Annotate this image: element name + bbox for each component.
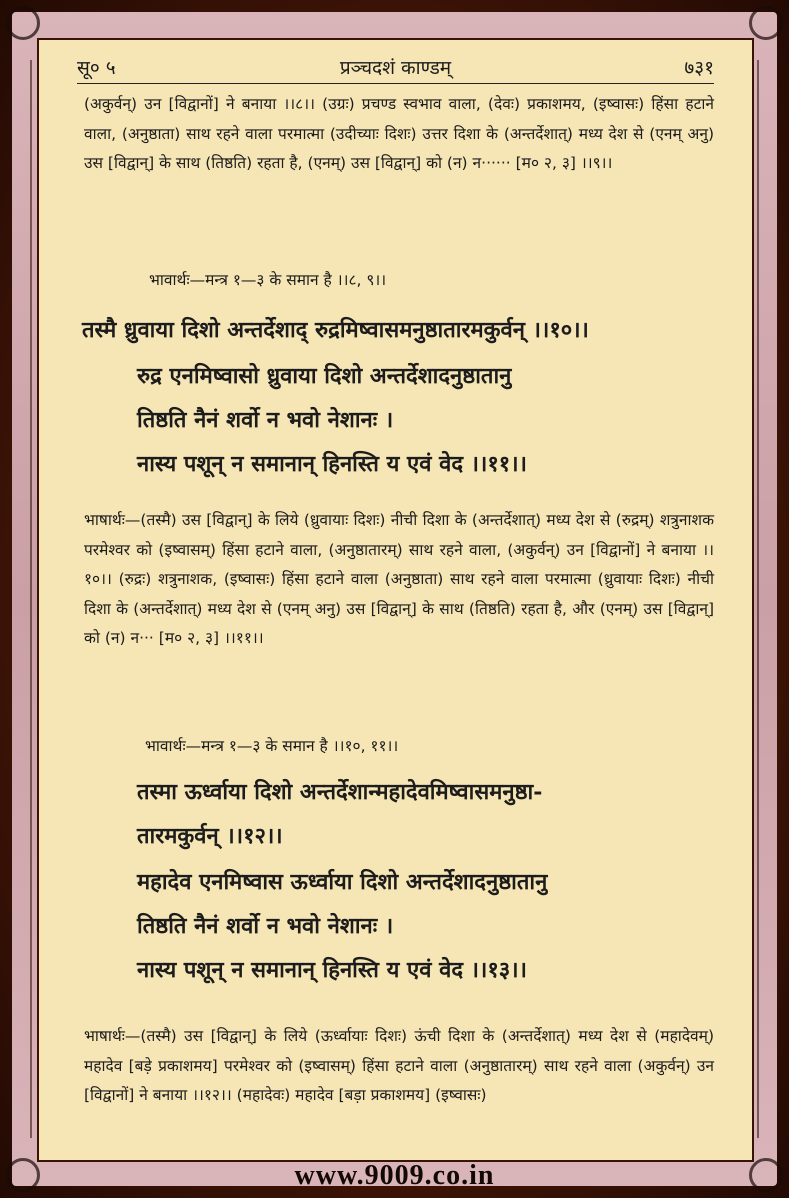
translation-block-8-9: (अकुर्वन्) उन [विद्वानों] ने बनाया ।।८।। (उग्रः) प्रचण्ड स्वभाव वाला, (देवः) प्रकाशमय, (इष्वासः) हिंसा हटाने वाला, (अनुष्ठाता) साथ रहने वाला परमात्मा (उदीच्याः दिशः) उत्तर दिशा के (अन्तर्देशात्) मध्य देश से (एनम् अनु) उस [विद्वान्] के साथ (तिष्ठति) रहता है, (एनम्) उस [विद्वान्] को (न) न······ [म० २, ३] ।।९।। — [84, 95, 719, 172]
website-footer: www.9009.co.in — [294, 1160, 495, 1191]
verse-11-line-2: तिष्ठति नैनं शर्वो न भवो नेशानः । — [137, 407, 394, 433]
header-rule — [77, 83, 714, 84]
verse-12 — [137, 770, 714, 858]
verse-11-line-1: रुद्र एनमिष्वासो ध्रुवाया दिशो अन्तर्देशादनुष्ठातानु — [137, 363, 512, 389]
verse-11-line-3: नास्य पशून् न समानान् हिनस्ति य एवं वेद ।।११।। — [137, 451, 527, 477]
translation-block-10-11: भाषार्थः—(तस्मै) उस [विद्वान्] के लिये (ध्रुवायाः दिशः) नीची दिशा के (अन्तर्देशात्) मध्य देश से (रुद्रम्) शत्रुनाशक परमेश्वर को (इष्वासम्) हिंसा हटाने वाला, (अनुष्ठातारम्) साथ रहने वाला, (अकुर्वन्) उन [विद्वानों] ने बनाया ।।१०।। (रुद्रः) शत्रुनाशक, (इष्वासः) हिंसा हटाने वाला (अनुष्ठाता) साथ रहने वाला परमात्मा (ध्रुवायाः दिशः) नीची दिशा के (अन्तर्देशात्) मध्य देश से (एनम् अनु) उस [विद्वान्] के साथ (तिष्ठति) रहता है, और (एनम्) उस [विद्वान्] को (न) न··· [म० २, ३] ।।११।। — [84, 511, 719, 647]
verse-12-line-1: तस्मा ऊर्ध्वाया दिशो अन्तर्देशान्महादेवमिष्वासमनुष्ठा- — [137, 779, 543, 805]
sukta-number: सू० ५ — [77, 57, 116, 79]
verse-13 — [137, 860, 714, 992]
right-ornament — [757, 60, 771, 1138]
kanda-title: प्रञ्चदशं काण्डम् — [339, 57, 452, 79]
page-number: ७३१ — [684, 57, 714, 79]
corner-ornament-top-right — [749, 6, 783, 40]
left-ornament — [18, 60, 32, 1138]
bhavartha-10-11: भावार्थः—मन्त्र १—३ के समान है ।।१०, ११।। — [145, 737, 399, 755]
book-page — [37, 38, 754, 1162]
bhavartha-8-9: भावार्थः—मन्त्र १—३ के समान है ।।८, ९।। — [149, 271, 387, 289]
translation-block-12-13: भाषार्थः—(तस्मै) उस [विद्वान्] के लिये (ऊर्ध्वायाः दिशः) ऊंची दिशा के (अन्तर्देशात्) मध्य देश से (महादेवम्) महादेव [बड़े प्रकाशमय] परमेश्वर को (इष्वासम्) हिंसा हटाने वाला (अनुष्ठातारम्) साथ रहने वाला (अकुर्वन्) उन [विद्वानों] ने बनाया ।।१२।। (महादेवः) महादेव [बड़ा प्रकाशमय] (इष्वासः) — [84, 1027, 719, 1104]
verse-13-line-3: नास्य पशून् न समानान् हिनस्ति य एवं वेद ।।१३।। — [137, 957, 527, 983]
verse-12-line-2: तारमकुर्वन् ।।१२।। — [137, 823, 283, 849]
verse-11 — [137, 354, 714, 486]
verse-10: तस्मै ध्रुवाया दिशो अन्तर्देशाद् रुद्रमिष्वासमनुष्ठातारमकुर्वन् ।।१०।। — [82, 317, 589, 343]
verse-13-line-2: तिष्ठति नैनं शर्वो न भवो नेशानः । — [137, 913, 394, 939]
running-head — [77, 54, 714, 80]
corner-ornament-top-left — [6, 6, 40, 40]
verse-13-line-1: महादेव एनमिष्वास ऊर्ध्वाया दिशो अन्तर्देशादनुष्ठातानु — [137, 869, 548, 895]
